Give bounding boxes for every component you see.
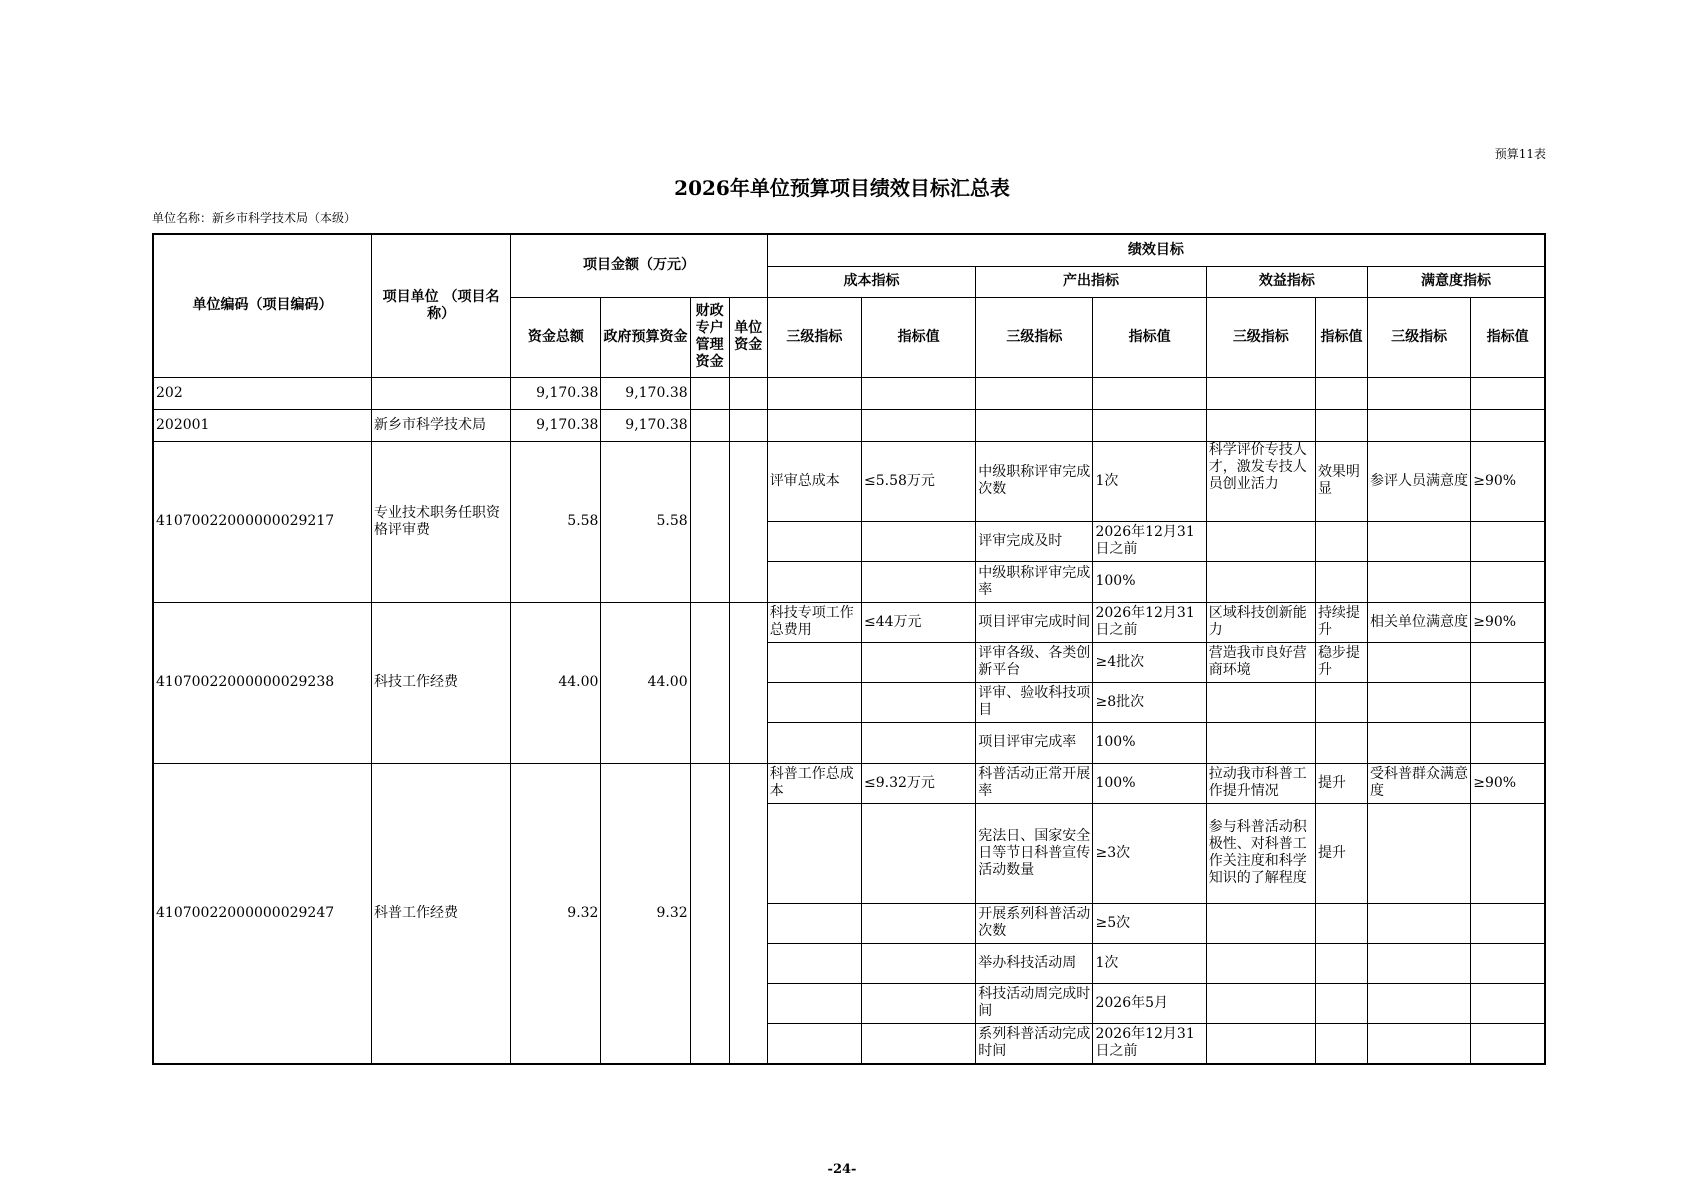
header-benefit: 效益指标 [1206,266,1367,297]
satisfaction-value: ≥90% [1471,763,1545,803]
header-output-value: 指标值 [1093,297,1206,377]
output-value: 2026年5月 [1093,983,1206,1023]
header-cost-value: 指标值 [861,297,975,377]
project-name: 专业技术职务任职资格评审费 [371,441,510,602]
benefit-value: 提升 [1315,803,1367,903]
output-indicator: 科普活动正常开展率 [976,763,1093,803]
cost-indicator: 评审总成本 [767,441,861,521]
output-indicator: 系列科普活动完成时间 [976,1023,1093,1064]
unit-name-label: 单位名称：新乡市科学技术局（本级） [152,211,357,225]
output-value: ≥3次 [1093,803,1206,903]
output-value: 1次 [1093,943,1206,983]
header-performance: 绩效目标 [767,234,1545,266]
satisfaction-value: ≥90% [1471,602,1545,642]
output-indicator: 中级职称评审完成率 [976,561,1093,602]
output-indicator: 科技活动周完成时间 [976,983,1093,1023]
gov-budget-amount: 9.32 [601,763,690,1064]
performance-table [152,233,1546,1065]
header-unit-code: 单位编码（项目编码） [153,234,371,377]
output-value: ≥4批次 [1093,642,1206,682]
output-value: 2026年12月31日之前 [1093,602,1206,642]
total-amount: 9,170.38 [511,409,601,441]
output-indicator: 中级职称评审完成次数 [976,441,1093,521]
satisfaction-value: ≥90% [1471,441,1545,521]
header-satisfaction: 满意度指标 [1368,266,1545,297]
cost-value: ≤9.32万元 [861,763,975,803]
gov-budget-amount: 5.58 [601,441,690,602]
output-indicator: 举办科技活动周 [976,943,1093,983]
cost-indicator: 科技专项工作总费用 [767,602,861,642]
table-row [153,441,1545,521]
satisfaction-indicator: 受科普群众满意度 [1368,763,1471,803]
header-project-unit: 项目单位 （项目名称） [371,234,510,377]
output-value: 2026年12月31日之前 [1093,1023,1206,1064]
total-amount: 5.58 [511,441,601,602]
benefit-value: 效果明显 [1315,441,1367,521]
output-value: 100% [1093,763,1206,803]
output-value: 100% [1093,722,1206,763]
output-value: ≥5次 [1093,903,1206,943]
header-special-fund: 财政专户管理资金 [690,297,729,377]
header-benefit-level3: 三级指标 [1206,297,1315,377]
header-cost: 成本指标 [767,266,975,297]
page-number: -24- [827,1162,857,1177]
project-name: 新乡市科学技术局 [371,409,510,441]
total-amount: 44.00 [511,602,601,763]
header-benefit-value: 指标值 [1315,297,1367,377]
header-output: 产出指标 [976,266,1206,297]
satisfaction-indicator: 参评人员满意度 [1368,441,1471,521]
project-name: 科普工作经费 [371,763,510,1064]
benefit-value: 稳步提升 [1315,642,1367,682]
output-indicator: 评审、验收科技项目 [976,682,1093,722]
gov-budget-amount: 44.00 [601,602,690,763]
table-row [153,377,1545,409]
cost-indicator: 科普工作总成本 [767,763,861,803]
header-unit-fund: 单位资金 [729,297,767,377]
total-amount: 9,170.38 [511,377,601,409]
header-cost-level3: 三级指标 [767,297,861,377]
header-output-level3: 三级指标 [976,297,1093,377]
total-amount: 9.32 [511,763,601,1064]
output-value: 2026年12月31日之前 [1093,521,1206,561]
output-indicator: 项目评审完成率 [976,722,1093,763]
header-total: 资金总额 [511,297,601,377]
table-number: 预算11表 [1494,147,1546,161]
unit-code: 41070022000000029247 [153,763,371,1064]
benefit-indicator: 科学评价专技人才，激发专技人员创业活力 [1206,441,1315,521]
project-name [371,377,510,409]
benefit-indicator: 参与科普活动积极性、对科普工作关注度和科学知识的了解程度 [1206,803,1315,903]
unit-code: 202001 [153,409,371,441]
satisfaction-indicator: 相关单位满意度 [1368,602,1471,642]
output-value: 100% [1093,561,1206,602]
benefit-value: 提升 [1315,763,1367,803]
benefit-indicator: 拉动我市科普工作提升情况 [1206,763,1315,803]
unit-code: 41070022000000029238 [153,602,371,763]
cost-value: ≤44万元 [861,602,975,642]
gov-budget-amount: 9,170.38 [601,377,690,409]
gov-budget-amount: 9,170.38 [601,409,690,441]
header-satisfaction-level3: 三级指标 [1368,297,1471,377]
output-indicator: 评审各级、各类创新平台 [976,642,1093,682]
output-value: 1次 [1093,441,1206,521]
cost-value: ≤5.58万元 [861,441,975,521]
table-row [153,763,1545,803]
output-indicator: 项目评审完成时间 [976,602,1093,642]
header-satisfaction-value: 指标值 [1471,297,1545,377]
output-indicator: 开展系列科普活动次数 [976,903,1093,943]
table-row [153,409,1545,441]
output-indicator: 宪法日、国家安全日等节日科普宣传活动数量 [976,803,1093,903]
project-name: 科技工作经费 [371,602,510,763]
benefit-value: 持续提升 [1315,602,1367,642]
page-title: 2026年单位预算项目绩效目标汇总表 [674,176,1010,200]
benefit-indicator: 区域科技创新能力 [1206,602,1315,642]
unit-code: 202 [153,377,371,409]
unit-code: 41070022000000029217 [153,441,371,602]
table-row [153,602,1545,642]
output-indicator: 评审完成及时 [976,521,1093,561]
benefit-indicator: 营造我市良好营商环境 [1206,642,1315,682]
header-amount: 项目金额（万元） [511,234,768,297]
header-gov-budget: 政府预算资金 [601,297,690,377]
output-value: ≥8批次 [1093,682,1206,722]
